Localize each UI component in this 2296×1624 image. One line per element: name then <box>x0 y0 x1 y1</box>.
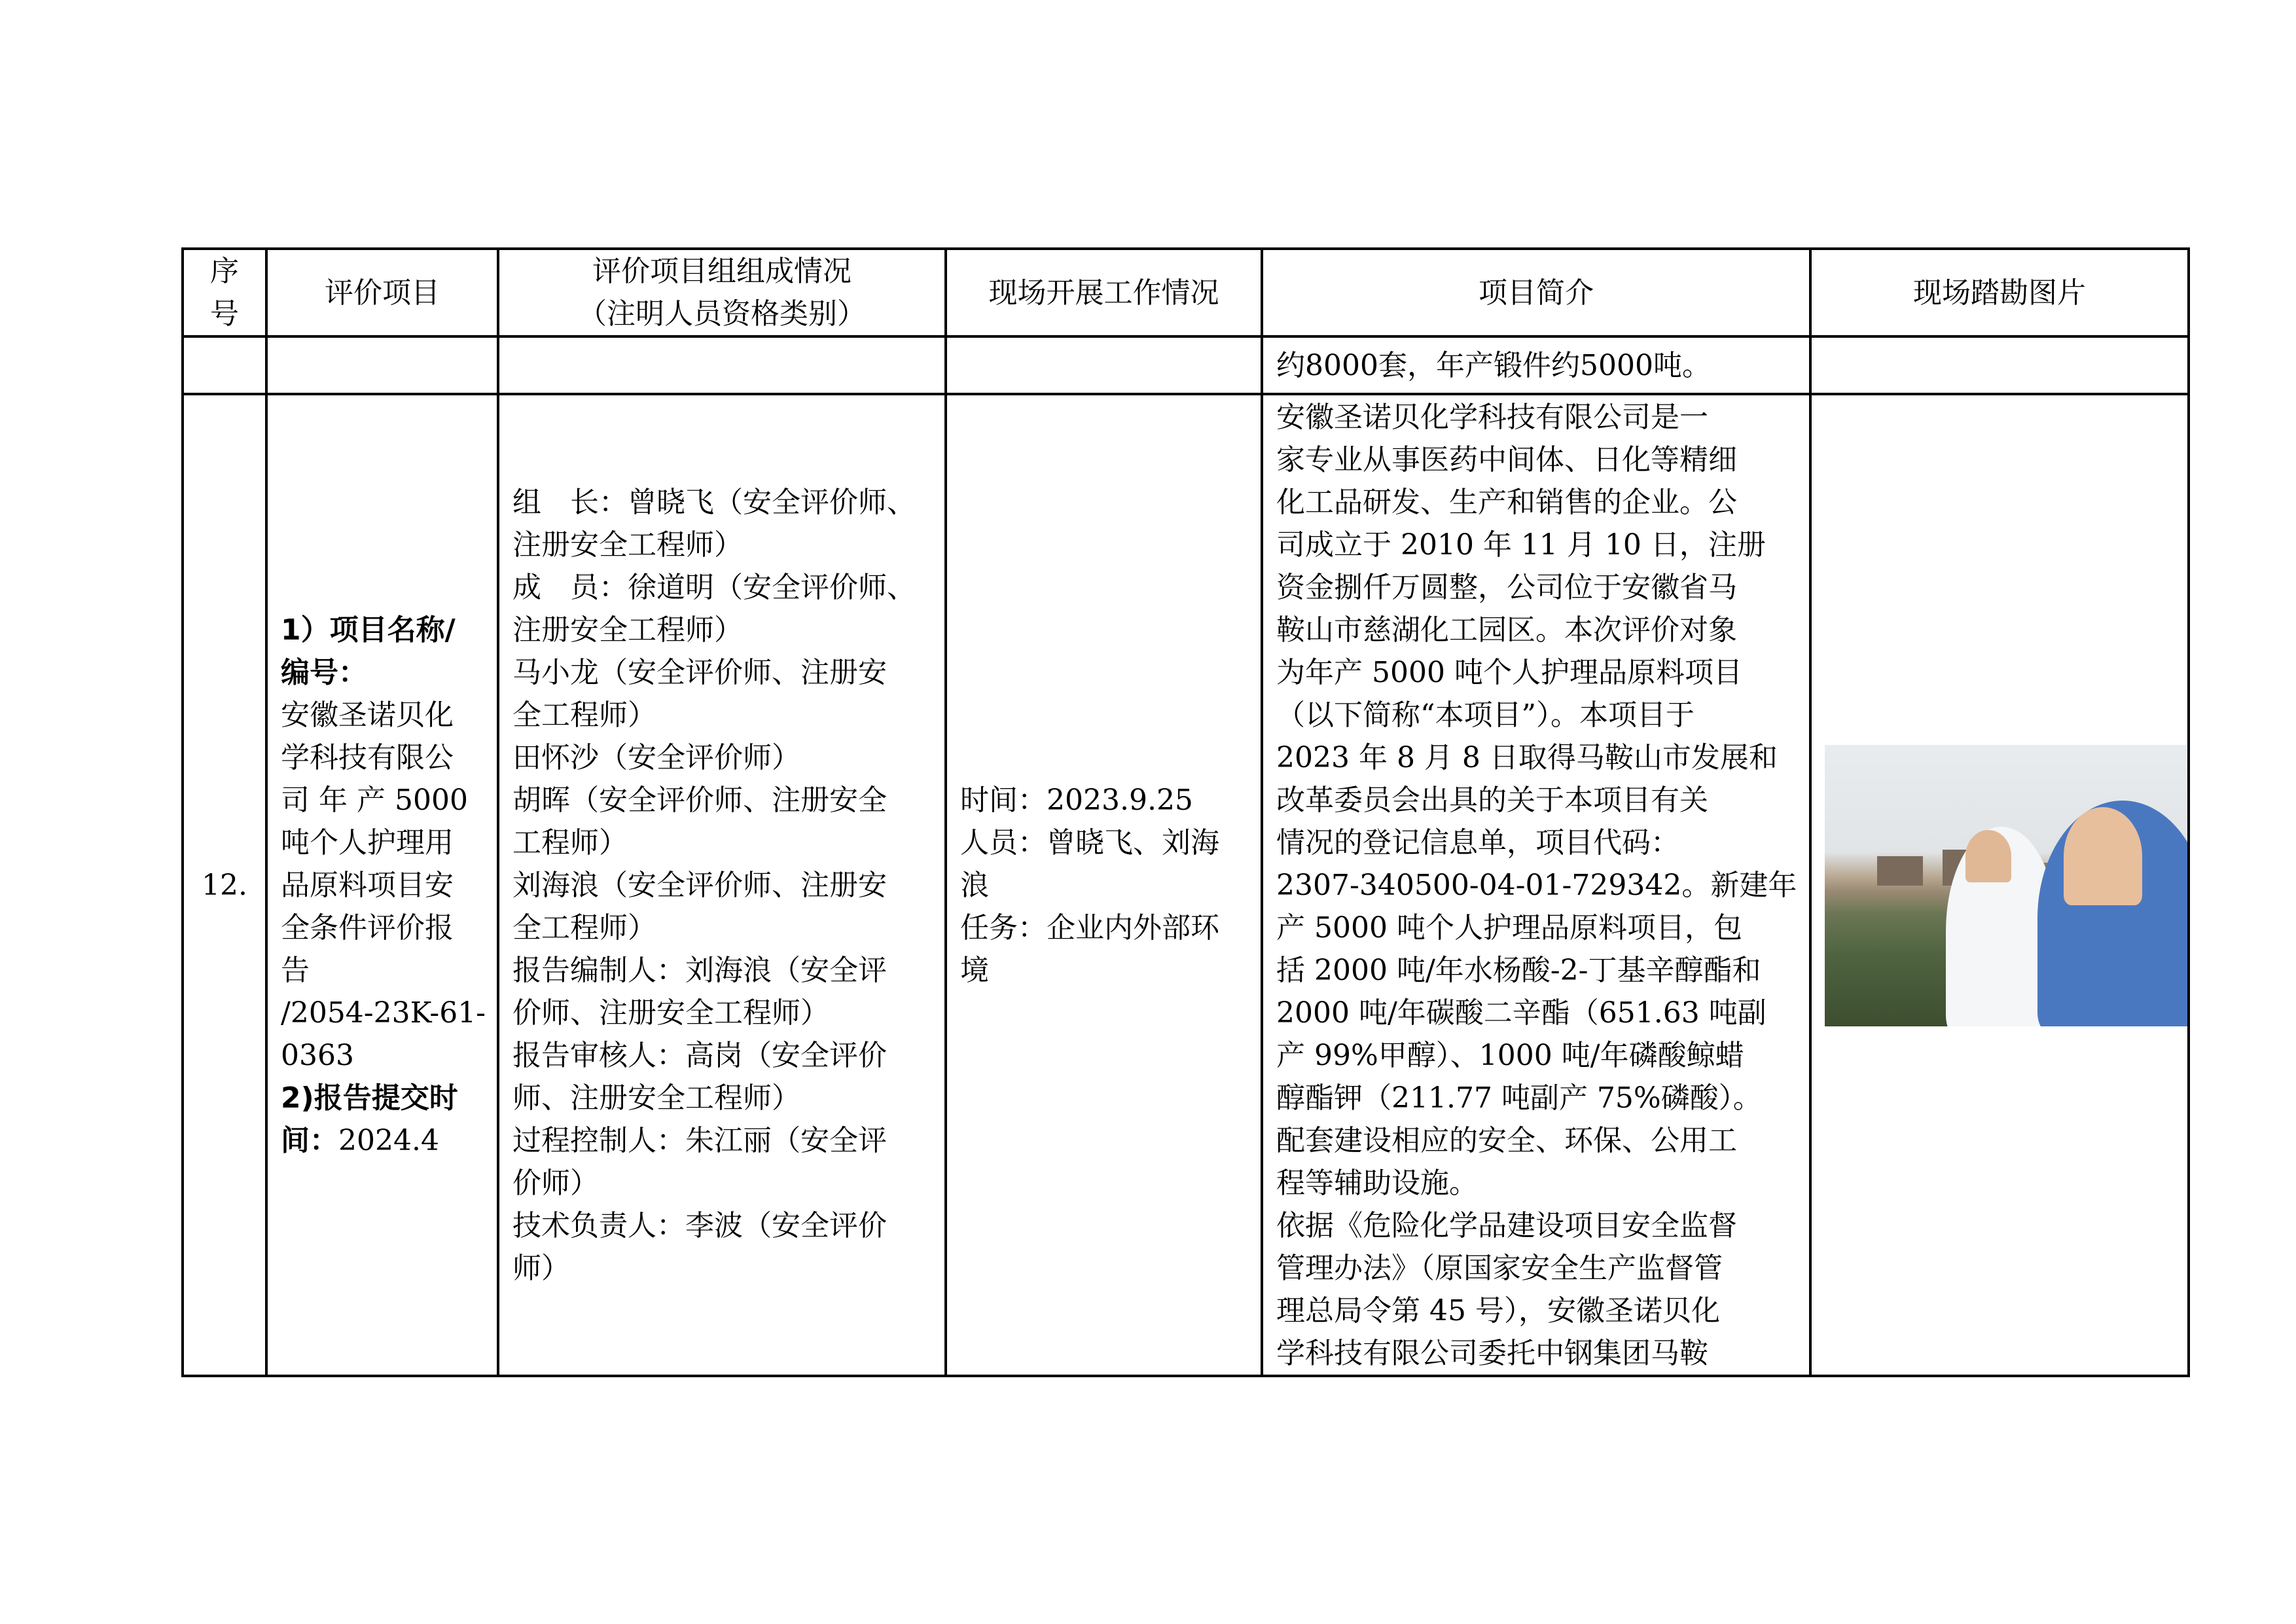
header-team: 评价项目组组成情况 （注明人员资格类别） <box>498 249 946 336</box>
project-line: 0363 <box>281 1038 354 1072</box>
project-line: 品原料项目安 <box>281 868 454 902</box>
team-line: 成 员：徐道明（安全评价师、 <box>512 570 916 604</box>
summary-line: 鞍山市慈湖化工园区。本次评价对象 <box>1276 613 1737 647</box>
team-composition <box>512 481 931 1290</box>
cell-team <box>498 394 946 1376</box>
cell-project-empty <box>266 336 498 394</box>
team-line: 报告审核人：高岗（安全评价 <box>512 1038 887 1072</box>
project-summary <box>1276 396 1796 1375</box>
project-line: 2)报告提交时 <box>281 1081 458 1115</box>
team-line: 价师、注册安全工程师） <box>512 996 829 1030</box>
site-work-details <box>960 779 1247 992</box>
summary-line: 理总局令第 45 号），安徽圣诺贝化 <box>1276 1293 1720 1327</box>
project-line: /2054-23K-61- <box>281 996 486 1030</box>
site-line: 时间：2023.9.25 <box>960 783 1193 817</box>
cell-photo-empty <box>1810 336 2189 394</box>
team-line: 全工程师） <box>512 698 656 732</box>
site-line: 人员：曾晓飞、刘海 <box>960 825 1219 859</box>
summary-line: 情况的登记信息单，项目代码： <box>1276 825 1679 859</box>
summary-line: 括 2000 吨/年水杨酸-2-丁基辛醇酯和 <box>1276 953 1761 987</box>
project-line: 司 年 产 5000 <box>281 783 468 817</box>
cell-summary-continuation: 约8000套，年产锻件约5000吨。 <box>1262 336 1810 394</box>
cell-summary <box>1262 394 1810 1376</box>
team-line: 工程师） <box>512 825 628 859</box>
header-site-work: 现场开展工作情况 <box>946 249 1262 336</box>
cell-seq-empty <box>183 336 266 394</box>
team-line: 师、注册安全工程师） <box>512 1081 800 1115</box>
summary-line: 安徽圣诺贝化学科技有限公司是一 <box>1276 400 1708 434</box>
summary-line: 配套建设相应的安全、环保、公用工 <box>1276 1123 1737 1157</box>
cell-team-empty <box>498 336 946 394</box>
summary-line: 2000 吨/年碳酸二辛酯（651.63 吨副 <box>1276 996 1767 1030</box>
team-line: 全工程师） <box>512 911 656 945</box>
summary-line: 家专业从事医药中间体、日化等精细 <box>1276 442 1737 477</box>
site-line: 浪 <box>960 868 989 902</box>
project-line: 安徽圣诺贝化 <box>281 698 454 732</box>
project-line: 吨个人护理用 <box>281 825 454 859</box>
project-line: 编号： <box>281 655 367 689</box>
site-line: 境 <box>960 953 989 987</box>
team-line: 过程控制人：朱江丽（安全评 <box>512 1123 887 1157</box>
cell-site-work <box>946 394 1262 1376</box>
summary-line: 程等辅助设施。 <box>1276 1166 1478 1200</box>
summary-line: 管理办法》（原国家安全生产监督管 <box>1276 1251 1723 1285</box>
summary-line: （以下简称“本项目”）。本项目于 <box>1276 698 1695 732</box>
cell-project <box>266 394 498 1376</box>
cell-seq: 12. <box>183 394 266 1376</box>
team-line: 师） <box>512 1251 570 1285</box>
project-line: 全条件评价报 <box>281 911 454 945</box>
team-line: 注册安全工程师） <box>512 613 743 647</box>
team-line: 报告编制人：刘海浪（安全评 <box>512 953 887 987</box>
cell-site-empty <box>946 336 1262 394</box>
summary-line: 产 99%甲醇）、1000 吨/年磷酸鲸蜡 <box>1276 1038 1744 1072</box>
project-line: 学科技有限公 <box>281 740 454 774</box>
summary-line: 2307-340500-04-01-729342。新建年 <box>1276 868 1797 902</box>
team-line: 马小龙（安全评价师、注册安 <box>512 655 887 689</box>
summary-line: 改革委员会出具的关于本项目有关 <box>1276 783 1708 817</box>
table-header-row <box>183 249 2189 336</box>
summary-line: 司成立于 2010 年 11 月 10 日，注册 <box>1276 528 1766 562</box>
site-line: 任务：企业内外部环 <box>960 911 1219 945</box>
table-row-12 <box>183 394 2189 1376</box>
team-line: 注册安全工程师） <box>512 528 743 562</box>
summary-line: 2023 年 8 月 8 日取得马鞍山市发展和 <box>1276 740 1778 774</box>
summary-line: 产 5000 吨个人护理品原料项目，包 <box>1276 911 1742 945</box>
summary-line: 依据《危险化学品建设项目安全监督 <box>1276 1208 1737 1242</box>
summary-line: 学科技有限公司委托中钢集团马鞍 <box>1276 1336 1708 1370</box>
header-project: 评价项目 <box>266 249 498 336</box>
team-line: 价师） <box>512 1166 599 1200</box>
team-line: 田怀沙（安全评价师） <box>512 740 800 774</box>
project-line: 告 <box>281 953 310 987</box>
site-survey-photo <box>1825 745 2189 1026</box>
cell-photo <box>1810 394 2189 1376</box>
header-seq: 序 号 <box>183 249 266 336</box>
team-line: 刘海浪（安全评价师、注册安 <box>512 868 887 902</box>
table-row-continuation <box>183 336 2189 394</box>
summary-line: 资金捌仟万圆整，公司位于安徽省马 <box>1276 570 1737 604</box>
project-description <box>281 609 484 1162</box>
project-line: 1）项目名称/ <box>281 613 456 647</box>
team-line: 胡晖（安全评价师、注册安全 <box>512 783 887 817</box>
summary-line: 化工品研发、生产和销售的企业。公 <box>1276 485 1737 519</box>
header-photo: 现场踏勘图片 <box>1810 249 2189 336</box>
summary-line: 醇酯钾（211.77 吨副产 75%磷酸）。 <box>1276 1081 1762 1115</box>
evaluation-table <box>181 247 2190 1377</box>
team-line: 技术负责人：李波（安全评价 <box>512 1208 887 1242</box>
header-summary: 项目简介 <box>1262 249 1810 336</box>
team-line: 组 长：曾晓飞（安全评价师、 <box>512 485 916 519</box>
summary-line: 为年产 5000 吨个人护理品原料项目 <box>1276 655 1742 689</box>
project-line: 间：2024.4 <box>281 1123 439 1157</box>
